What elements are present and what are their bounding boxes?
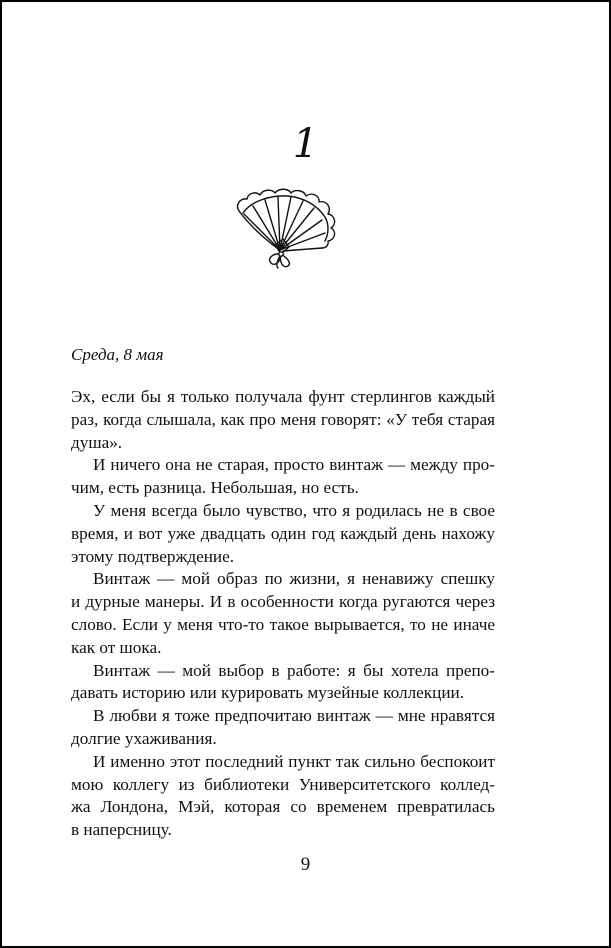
text-line: В любви я тоже предпочитаю винтаж — мне нравятся [93, 706, 495, 726]
text-line: жа Лондона, Мэй, которая со временем превратилась [71, 797, 495, 817]
text-line: долгие ухаживания. [71, 728, 217, 748]
text-line: слово. Если у меня что-то такое вырывается, то не иначе [71, 614, 495, 634]
text-line: У меня всегда было чувство, что я родилась не в свое [93, 500, 495, 520]
paragraph [71, 386, 495, 454]
text-line: и дурные манеры. И в особенности когда ругаются через [71, 592, 495, 612]
paragraph [71, 751, 495, 842]
text-line: Эх, если бы я только получала фунт стерлингов каждый [71, 387, 495, 406]
paragraph [71, 454, 495, 500]
page-number: 9 [300, 854, 311, 875]
text-line: время, и вот уже двадцать один год каждый день нахожу [71, 523, 495, 543]
paragraph [71, 500, 495, 568]
paragraph [71, 568, 495, 659]
text-line: чим, есть разница. Небольшая, но есть. [71, 478, 359, 498]
paragraph [71, 660, 495, 706]
chapter-number: 1 [292, 121, 319, 167]
text-line: в наперсницу. [71, 820, 172, 840]
text-line: как от шока. [71, 637, 162, 657]
text-line: этому подтверждение. [71, 546, 235, 566]
diary-dateline: Среда, 8 мая [71, 345, 164, 364]
paragraph [71, 705, 495, 751]
text-line: Винтаж — мой образ по жизни, я ненавижу спешку [93, 569, 495, 589]
hand-fan-icon [231, 187, 341, 269]
text-line: душа». [71, 432, 123, 452]
text-line: раз, когда слышала, как про меня говорят: «У тебя старая [71, 409, 495, 429]
text-line: мою коллегу из библиотеки Университетского коллед- [71, 774, 495, 794]
chapter-body-text [71, 386, 495, 842]
text-line: И ничего она не старая, просто винтаж — между про- [93, 455, 495, 475]
text-line: давать историю или курировать музейные коллекции. [71, 683, 465, 703]
text-line: Винтаж — мой выбор в работе: я бы хотела препо- [93, 660, 495, 680]
text-line: И именно этот последний пункт так сильно беспокоит [93, 751, 495, 771]
